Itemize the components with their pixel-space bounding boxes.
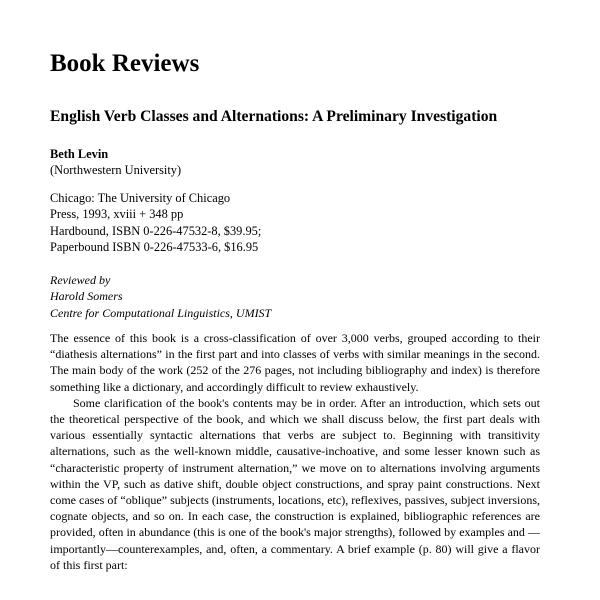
- publisher-line-2: Press, 1993, xviii + 348 pp: [50, 207, 184, 222]
- publisher-line-1: Chicago: The University of Chicago: [50, 191, 231, 205]
- hardbound-isbn: Hardbound, ISBN 0-226-47532-8, $39.95;: [50, 223, 262, 238]
- reviewed-by-label: Reviewed by: [50, 273, 111, 287]
- author-affiliation: (Northwestern University): [50, 163, 182, 177]
- reviewer-block: [50, 272, 271, 321]
- paperbound-isbn: Paperbound ISBN 0-226-47533-6, $16.95: [50, 239, 259, 254]
- book-title: English Verb Classes and Alternations: A Preliminary Investigation: [50, 108, 498, 125]
- author-block: [50, 146, 181, 178]
- reviewer-affiliation: Centre for Computational Linguistics, UMIST: [50, 305, 272, 320]
- body-paragraph: The essence of this book is a cross-classification of over 3,000 verbs, grouped according to their “diathesis alternations” in the first part and into classes of verbs with similar meanings in the second. The main body of the work (252 of the 276 pages, not including bibliography and index) is therefore something like a dictionary, and accordingly difficult to review exhaustively.: [50, 331, 540, 394]
- review-body: [50, 330, 540, 573]
- reviewer-name: Harold Somers: [50, 289, 123, 304]
- body-paragraph: Some clarification of the book's contents may be in order. After an introduction, which sets out the theoretical perspective of the book, and which we shall discuss below, the first part deals with various essentially syntactic alternations that verbs are subject to. Beginning with transitivity alternations, such as the well-known middle, causative-inchoative, and some lesser known such as “characteristic property of instrument alternation,” we move on to alternations involving arguments within the VP, such as dative shift, double object constructions, and spray paint constructions. Next come cases of “oblique” subjects (instruments, locations, etc), reflexives, passives, subject inversions, cognate objects, and so on. In each case, the construction is explained, bibliographic references are provided, often in abundance (this is one of the book's major strengths), followed by examples and —importantly—counterexamples, and, often, a commentary. A brief example (p. 80) will give a flavor of this first part:: [50, 395, 540, 572]
- publication-info: [50, 190, 261, 255]
- section-title: Book Reviews: [50, 50, 200, 77]
- author-name: Beth Levin: [50, 147, 109, 161]
